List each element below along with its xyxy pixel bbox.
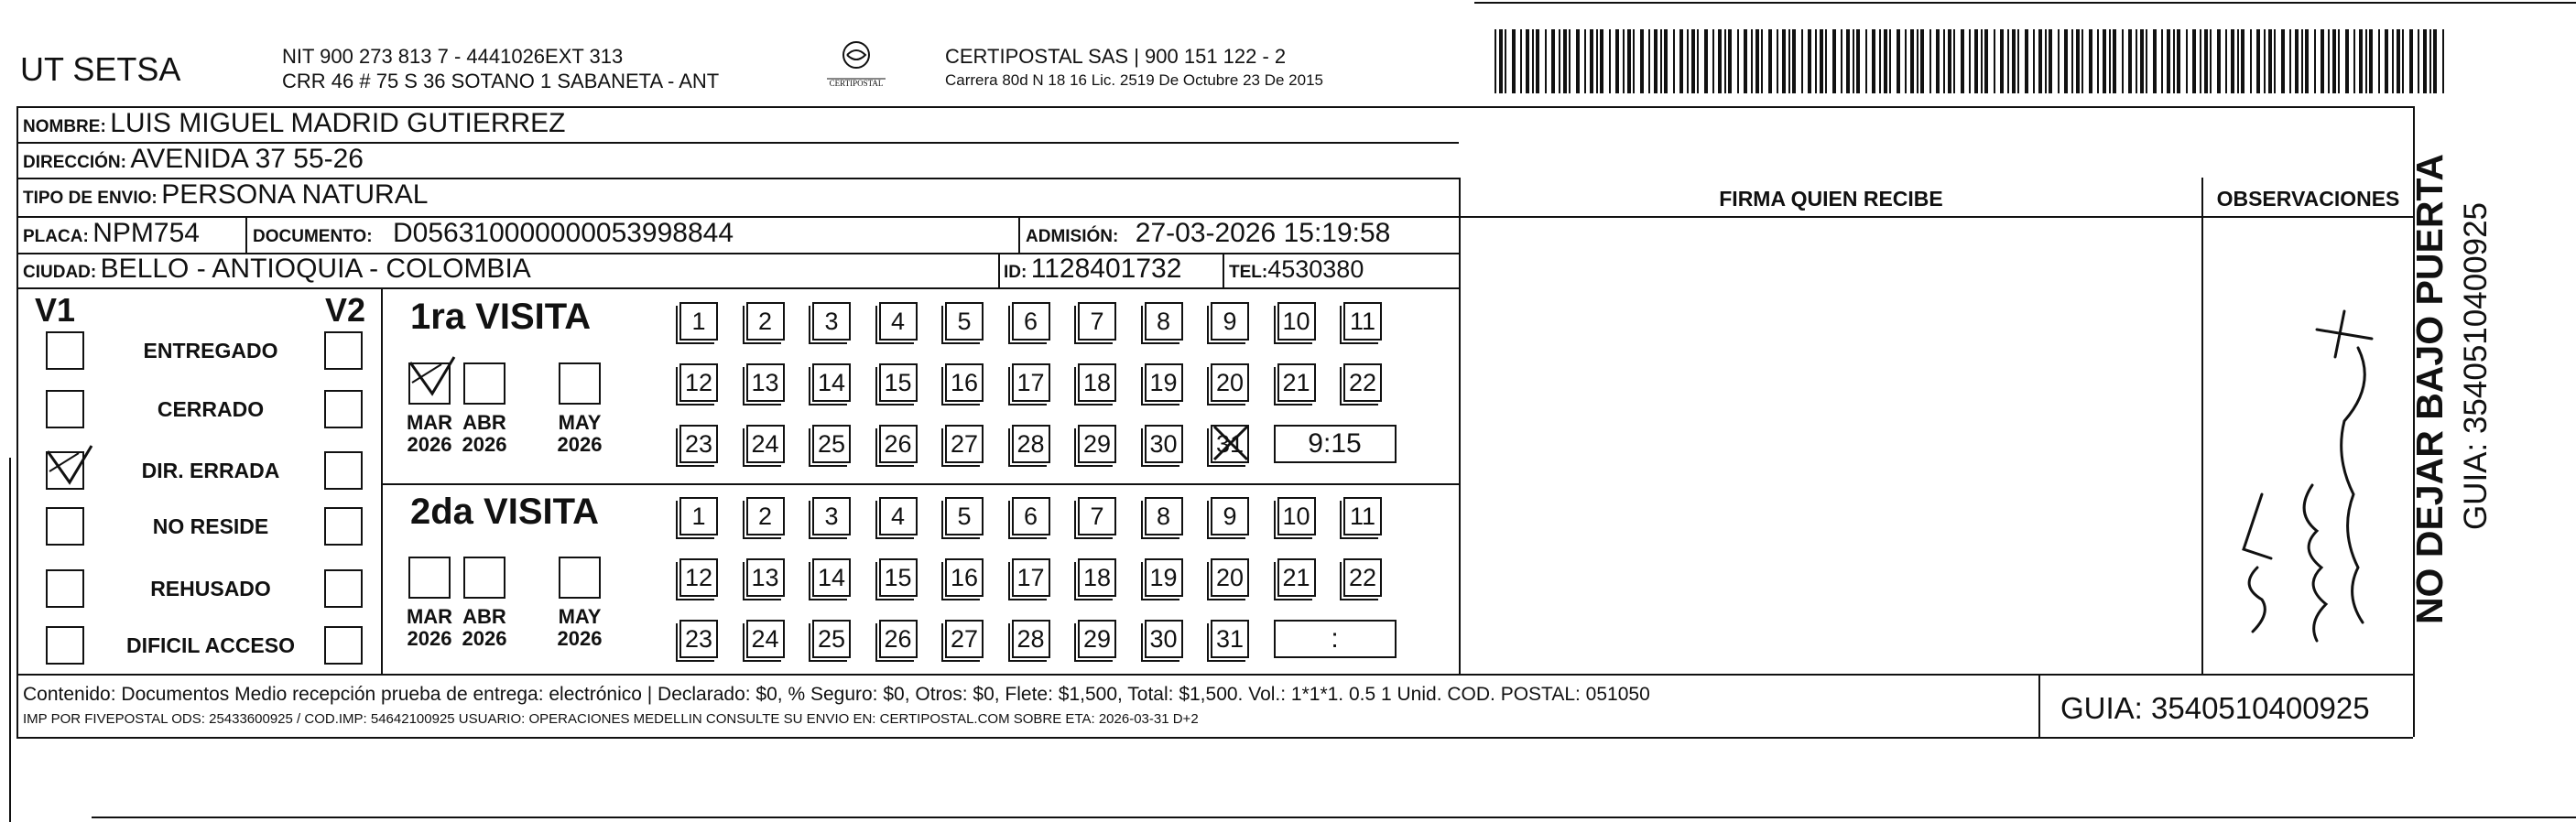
- barcode-bar: [1728, 29, 1732, 93]
- barcode-bar: [2332, 29, 2336, 93]
- status-checkbox-v2[interactable]: [324, 626, 363, 665]
- barcode-bar: [2113, 29, 2116, 93]
- type-label: TIPO DE ENVIO:: [23, 189, 158, 208]
- city-row: [23, 254, 531, 285]
- month-checkbox[interactable]: [463, 557, 505, 599]
- barcode-bar: [2433, 29, 2437, 93]
- month-checkbox[interactable]: [559, 362, 601, 405]
- barcode: [1495, 29, 2454, 93]
- barcode-bar: [1691, 29, 1695, 93]
- status-checkbox-v1[interactable]: [46, 569, 84, 608]
- status-checkbox-v2[interactable]: [324, 507, 363, 546]
- tel-row: [1229, 255, 1364, 284]
- barcode-bar: [1640, 29, 1644, 93]
- barcode-bar: [1889, 29, 1891, 93]
- barcode-bar: [2328, 29, 2330, 93]
- barcode-bar: [2305, 29, 2309, 93]
- barcode-bar: [2058, 29, 2060, 93]
- recipient-address: AVENIDA 37 55-26: [130, 144, 364, 174]
- barcode-bar: [2045, 29, 2047, 93]
- barcode-bar: [1984, 29, 1988, 93]
- handwritten-observation: [2207, 275, 2408, 659]
- day-box[interactable]: 1: [679, 497, 718, 535]
- tel-label: TEL:: [1229, 263, 1268, 282]
- signature-header: FIRMA QUIEN RECIBE: [1719, 187, 1943, 211]
- barcode-bar: [2128, 29, 2132, 93]
- barcode-bar: [1782, 29, 1786, 93]
- barcode-bar: [2295, 29, 2299, 93]
- day-box[interactable]: 6: [1012, 497, 1050, 535]
- barcode-bar: [2103, 29, 2106, 93]
- time-box[interactable]: :: [1274, 620, 1397, 658]
- barcode-bar: [1929, 29, 1931, 93]
- barcode-bar: [2007, 29, 2009, 93]
- tel-value: 4530380: [1267, 255, 1364, 283]
- visit2-title: 2da VISITA: [410, 492, 599, 532]
- day-box[interactable]: 10: [1277, 497, 1316, 535]
- day-box[interactable]: 26: [879, 425, 918, 463]
- barcode-bar: [2210, 29, 2212, 93]
- barcode-bar: [2429, 29, 2431, 93]
- observations-header: OBSERVACIONES: [2216, 187, 2400, 211]
- barcode-bar: [1495, 29, 1496, 93]
- side-warning: [2404, 133, 2459, 645]
- day-box[interactable]: 11: [1343, 497, 1382, 535]
- name-row: [23, 108, 566, 139]
- form-bottom-line: [16, 737, 2413, 739]
- barcode-bar: [1872, 29, 1875, 93]
- day-box[interactable]: 12: [679, 558, 718, 597]
- day-box[interactable]: 12: [679, 363, 718, 402]
- barcode-bar: [1879, 29, 1881, 93]
- barcode-bar: [2369, 29, 2373, 93]
- barcode-bar: [1576, 29, 1580, 93]
- day-box[interactable]: 18: [1078, 363, 1116, 402]
- certipostal-logo: [820, 38, 893, 95]
- barcode-bar: [2153, 29, 2157, 93]
- barcode-bar: [1910, 29, 1914, 93]
- barcode-bar: [2359, 29, 2363, 93]
- barcode-bar: [1526, 29, 1529, 93]
- barcode-bar: [1974, 29, 1978, 93]
- barcode-bar: [2033, 29, 2035, 93]
- status-checkbox-v2[interactable]: [324, 331, 363, 370]
- barcode-bar: [1917, 29, 1918, 93]
- barcode-bar: [2140, 29, 2144, 93]
- city-label: CIUDAD:: [23, 263, 97, 282]
- day-box[interactable]: 6: [1012, 302, 1050, 341]
- day-box[interactable]: 1: [679, 302, 718, 341]
- barcode-bar: [1961, 29, 1964, 93]
- barcode-bar: [1761, 29, 1763, 93]
- footer-content: Contenido: Documentos Medio recepción prueba de entrega: electrónico | Declarado: $0, % Seguro: $0, Otros: $0, Flete: $1,500, Total: $1,500. Vol.: 1*1*1. 0.5 1 Unid. COD. POSTAL: 051050: [23, 684, 1650, 705]
- barcode-bar: [2274, 29, 2276, 93]
- address-label: DIRECCIÓN:: [23, 153, 126, 172]
- day-box[interactable]: 21: [1277, 558, 1316, 597]
- day-box[interactable]: 25: [812, 620, 851, 658]
- admission-value: 27-03-2026 15:19:58: [1135, 218, 1391, 248]
- barcode-bar: [1884, 29, 1887, 93]
- barcode-bar: [1808, 29, 1811, 93]
- barcode-bar: [1994, 29, 1995, 93]
- day-box[interactable]: 5: [945, 497, 984, 535]
- admission-label: ADMISIÓN:: [1026, 227, 1119, 246]
- barcode-bar: [1832, 29, 1836, 93]
- status-label: ENTREGADO: [143, 339, 278, 362]
- type-row: [23, 179, 428, 211]
- month-checkbox[interactable]: [463, 362, 505, 405]
- barcode-bar: [1969, 29, 1971, 93]
- day-box[interactable]: 16: [945, 363, 984, 402]
- barcode-bar: [2378, 29, 2380, 93]
- v1-label: V1: [35, 291, 76, 329]
- barcode-bar: [1744, 29, 1747, 93]
- barcode-bar: [1648, 29, 1650, 93]
- barcode-bar: [1856, 29, 1860, 93]
- barcode-bar: [2173, 29, 2175, 93]
- barcode-bar: [1600, 29, 1603, 93]
- barcode-bar: [2365, 29, 2367, 93]
- barcode-bar: [1853, 29, 1854, 93]
- barcode-bar: [1792, 29, 1796, 93]
- status-checkbox-v2[interactable]: [324, 451, 363, 490]
- day-box[interactable]: 9: [1211, 497, 1249, 535]
- top-border: [1474, 2, 2576, 4]
- barcode-bar: [2097, 29, 2099, 93]
- barcode-bar: [1724, 29, 1726, 93]
- barcode-bar: [1846, 29, 1850, 93]
- plate-row: [23, 218, 200, 249]
- day-box[interactable]: 17: [1012, 363, 1050, 402]
- plate-label: PLACA:: [23, 227, 89, 246]
- month-checkbox[interactable]: [408, 362, 451, 405]
- barcode-bar: [2064, 29, 2068, 93]
- recipient-name: LUIS MIGUEL MADRID GUTIERREZ: [110, 108, 566, 138]
- barcode-bar: [1777, 29, 1778, 93]
- month-label: MAY 2026: [557, 411, 603, 456]
- day-box[interactable]: 3: [812, 302, 851, 341]
- barcode-bar: [2012, 29, 2016, 93]
- barcode-bar: [1897, 29, 1900, 93]
- barcode-bar: [1569, 29, 1571, 93]
- day-box[interactable]: 11: [1343, 302, 1382, 341]
- barcode-bar: [2146, 29, 2147, 93]
- barcode-bar: [1679, 29, 1683, 93]
- day-box[interactable]: 23: [679, 620, 718, 658]
- footer-top-line: [16, 674, 2413, 676]
- barcode-bar: [2225, 29, 2227, 93]
- city-value: BELLO - ANTIOQUIA - COLOMBIA: [100, 254, 531, 284]
- barcode-bar: [2256, 29, 2260, 93]
- barcode-bar: [2237, 29, 2239, 93]
- status-checkbox-v1[interactable]: [46, 626, 84, 665]
- month-label: ABR 2026: [462, 605, 507, 650]
- barcode-bar: [2192, 29, 2196, 93]
- day-box[interactable]: 30: [1145, 425, 1183, 463]
- barcode-bar: [2076, 29, 2080, 93]
- day-box[interactable]: 13: [746, 558, 785, 597]
- barcode-bar: [2109, 29, 2111, 93]
- barcode-bar: [2314, 29, 2316, 93]
- barcode-bar: [1623, 29, 1625, 93]
- barcode-bar: [2122, 29, 2124, 93]
- barcode-bar: [2049, 29, 2052, 93]
- barcode-bar: [2186, 29, 2188, 93]
- company-nit: NIT 900 273 813 7 - 4441026EXT 313: [282, 45, 624, 68]
- barcode-bar: [1559, 29, 1560, 93]
- barcode-bar: [1609, 29, 1611, 93]
- barcode-bar: [1673, 29, 1675, 93]
- barcode-bar: [1820, 29, 1823, 93]
- barcode-bar: [1499, 29, 1503, 93]
- status-checkbox-v1[interactable]: [46, 451, 84, 490]
- id-row: [1004, 254, 1181, 285]
- day-box[interactable]: 24: [746, 425, 785, 463]
- barcode-bar: [2250, 29, 2252, 93]
- barcode-bar: [2301, 29, 2303, 93]
- barcode-bar: [1981, 29, 1983, 93]
- address-row: [23, 144, 364, 175]
- document-row: [253, 218, 734, 249]
- barcode-bar: [1584, 29, 1586, 93]
- admission-row: [1026, 218, 1390, 249]
- day-box[interactable]: 20: [1211, 558, 1249, 597]
- barcode-bar: [1755, 29, 1759, 93]
- day-box[interactable]: 27: [945, 425, 984, 463]
- barcode-bar: [2177, 29, 2180, 93]
- shipping-type: PERSONA NATURAL: [161, 179, 429, 210]
- barcode-bar: [2167, 29, 2170, 93]
- id-label: ID:: [1004, 263, 1027, 282]
- barcode-bar: [1815, 29, 1817, 93]
- side-warning-text: NO DEJAR BAJO PUERTA: [2408, 153, 2451, 625]
- bottom-page-line: [92, 817, 2576, 818]
- barcode-bar: [2017, 29, 2019, 93]
- day-box[interactable]: 25: [812, 425, 851, 463]
- day-box[interactable]: 8: [1145, 497, 1183, 535]
- side-guia: [2456, 156, 2498, 577]
- barcode-bar: [2038, 29, 2042, 93]
- day-box[interactable]: 23: [679, 425, 718, 463]
- day-box[interactable]: 10: [1277, 302, 1316, 341]
- id-value: 1128401732: [1030, 254, 1182, 284]
- logo-text: CERTIPOSTAL: [829, 79, 884, 88]
- barcode-bar: [2268, 29, 2272, 93]
- barcode-bar: [1505, 29, 1506, 93]
- day-box[interactable]: 14: [812, 363, 851, 402]
- barcode-bar: [1512, 29, 1516, 93]
- month-checkbox[interactable]: [559, 557, 601, 599]
- day-box[interactable]: 5: [945, 302, 984, 341]
- barcode-bar: [2392, 29, 2394, 93]
- barcode-bar: [1551, 29, 1555, 93]
- barcode-bar: [2321, 29, 2324, 93]
- side-guia-text: GUIA: 3540510400925: [2458, 201, 2494, 531]
- barcode-bar: [2231, 29, 2234, 93]
- day-box[interactable]: 4: [879, 497, 918, 535]
- day-box[interactable]: 8: [1145, 302, 1183, 341]
- barcode-bar: [2264, 29, 2266, 93]
- day-box[interactable]: 19: [1145, 363, 1183, 402]
- barcode-bar: [1660, 29, 1662, 93]
- day-box[interactable]: 19: [1145, 558, 1183, 597]
- barcode-bar: [1590, 29, 1593, 93]
- barcode-bar: [1563, 29, 1567, 93]
- month-label: MAR 2026: [406, 411, 453, 456]
- barcode-bar: [2345, 29, 2349, 93]
- status-label: DIFICIL ACCESO: [125, 633, 295, 657]
- barcode-bar: [2423, 29, 2427, 93]
- barcode-bar: [1687, 29, 1689, 93]
- day-box[interactable]: 3: [812, 497, 851, 535]
- status-label: DIR. ERRADA: [141, 459, 280, 482]
- barcode-bar: [2000, 29, 2004, 93]
- barcode-bar: [2089, 29, 2092, 93]
- footer-guia: GUIA: 3540510400925: [2060, 691, 2370, 725]
- barcode-bar: [2161, 29, 2163, 93]
- time-box[interactable]: 9:15: [1274, 425, 1397, 463]
- barcode-bar: [1627, 29, 1631, 93]
- v2-label: V2: [325, 291, 366, 329]
- barcode-bar: [2385, 29, 2388, 93]
- barcode-bar: [2409, 29, 2413, 93]
- day-box[interactable]: 17: [1012, 558, 1050, 597]
- day-box[interactable]: 27: [945, 620, 984, 658]
- day-box[interactable]: 7: [1078, 497, 1116, 535]
- status-checkbox-v2[interactable]: [324, 390, 363, 428]
- barcode-bar: [1520, 29, 1522, 93]
- certipostal-info: CERTIPOSTAL SAS | 900 151 122 - 2: [945, 45, 1287, 68]
- barcode-bar: [1704, 29, 1708, 93]
- name-label: NOMBRE:: [23, 117, 106, 136]
- barcode-bar: [2241, 29, 2244, 93]
- day-box[interactable]: 26: [879, 620, 918, 658]
- status-checkbox-v1[interactable]: [46, 390, 84, 428]
- barcode-bar: [1615, 29, 1619, 93]
- barcode-bar: [1751, 29, 1753, 93]
- barcode-bar: [1712, 29, 1714, 93]
- day-box[interactable]: 31: [1211, 620, 1249, 658]
- barcode-bar: [1865, 29, 1867, 93]
- day-box[interactable]: 31: [1211, 425, 1249, 463]
- day-box[interactable]: 28: [1012, 620, 1050, 658]
- day-box[interactable]: 29: [1078, 620, 1116, 658]
- barcode-bar: [2418, 29, 2419, 93]
- barcode-bar: [1953, 29, 1955, 93]
- month-checkbox[interactable]: [408, 557, 451, 599]
- barcode-bar: [1936, 29, 1940, 93]
- day-box[interactable]: 14: [812, 558, 851, 597]
- barcode-bar: [2442, 29, 2444, 93]
- barcode-bar: [2136, 29, 2137, 93]
- barcode-bar: [2281, 29, 2285, 93]
- left-page-edge: [9, 458, 11, 822]
- barcode-bar: [2402, 29, 2404, 93]
- barcode-bar: [1920, 29, 1924, 93]
- day-box[interactable]: 29: [1078, 425, 1116, 463]
- barcode-bar: [1943, 29, 1945, 93]
- month-label: ABR 2026: [462, 411, 507, 456]
- barcode-bar: [2204, 29, 2208, 93]
- day-box[interactable]: 21: [1277, 363, 1316, 402]
- barcode-bar: [1545, 29, 1547, 93]
- barcode-bar: [2081, 29, 2083, 93]
- company-address: CRR 46 # 75 S 36 SOTANO 1 SABANETA - ANT: [282, 70, 720, 92]
- barcode-bar: [2200, 29, 2201, 93]
- day-box[interactable]: 30: [1145, 620, 1183, 658]
- day-box[interactable]: 4: [879, 302, 918, 341]
- barcode-bar: [1801, 29, 1803, 93]
- status-label: REHUSADO: [150, 577, 271, 600]
- barcode-bar: [1664, 29, 1668, 93]
- barcode-bar: [1532, 29, 1534, 93]
- barcode-bar: [2338, 29, 2340, 93]
- month-label: MAY 2026: [557, 605, 603, 650]
- document-label: DOCUMENTO:: [253, 227, 373, 246]
- barcode-bar: [1905, 29, 1907, 93]
- day-box[interactable]: 20: [1211, 363, 1249, 402]
- status-checkbox-v2[interactable]: [324, 569, 363, 608]
- day-box[interactable]: 22: [1343, 558, 1382, 597]
- status-checkbox-v1[interactable]: [46, 331, 84, 370]
- status-checkbox-v1[interactable]: [46, 507, 84, 546]
- month-label: MAR 2026: [406, 605, 453, 650]
- barcode-bar: [1633, 29, 1635, 93]
- status-label: NO RESIDE: [152, 514, 269, 538]
- day-box[interactable]: 13: [746, 363, 785, 402]
- barcode-bar: [2289, 29, 2291, 93]
- day-box[interactable]: 28: [1012, 425, 1050, 463]
- day-box[interactable]: 24: [746, 620, 785, 658]
- day-box[interactable]: 2: [746, 302, 785, 341]
- day-box[interactable]: 15: [879, 558, 918, 597]
- barcode-bar: [2071, 29, 2073, 93]
- barcode-bar: [1536, 29, 1539, 93]
- barcode-bar: [1825, 29, 1827, 93]
- barcode-bar: [1841, 29, 1842, 93]
- barcode-bar: [1697, 29, 1699, 93]
- barcode-bar: [1768, 29, 1772, 93]
- barcode-bar: [2025, 29, 2028, 93]
- barcode-bar: [2353, 29, 2355, 93]
- footer-print-info: IMP POR FIVEPOSTAL ODS: 25433600925 / COD.IMP: 54642100925 USUARIO: OPERACIONES MEDELLIN CONSULTE SU ENVIO EN: CERTIPOSTAL.COM SOBRE ETA: 2026-03-31 D+2: [23, 711, 1199, 727]
- certipostal-license: Carrera 80d N 18 16 Lic. 2519 De Octubre 23 De 2015: [945, 71, 1323, 89]
- day-box[interactable]: 9: [1211, 302, 1249, 341]
- day-box[interactable]: 22: [1343, 363, 1382, 402]
- day-box[interactable]: 16: [945, 558, 984, 597]
- visit1-title: 1ra VISITA: [410, 297, 592, 337]
- plate-value: NPM754: [92, 218, 200, 248]
- barcode-bar: [2397, 29, 2400, 93]
- company-name: UT SETSA: [20, 50, 181, 88]
- status-label: CERRADO: [157, 397, 265, 421]
- day-box[interactable]: 2: [746, 497, 785, 535]
- day-box[interactable]: 18: [1078, 558, 1116, 597]
- barcode-bar: [1737, 29, 1739, 93]
- day-box[interactable]: 15: [879, 363, 918, 402]
- barcode-bar: [1948, 29, 1951, 93]
- barcode-bar: [1718, 29, 1722, 93]
- barcode-bar: [2217, 29, 2221, 93]
- day-box[interactable]: 7: [1078, 302, 1116, 341]
- document-value: D056310000000053998844: [393, 218, 734, 248]
- barcode-bar: [1654, 29, 1658, 93]
- barcode-bar: [1596, 29, 1598, 93]
- barcode-bar: [1788, 29, 1790, 93]
